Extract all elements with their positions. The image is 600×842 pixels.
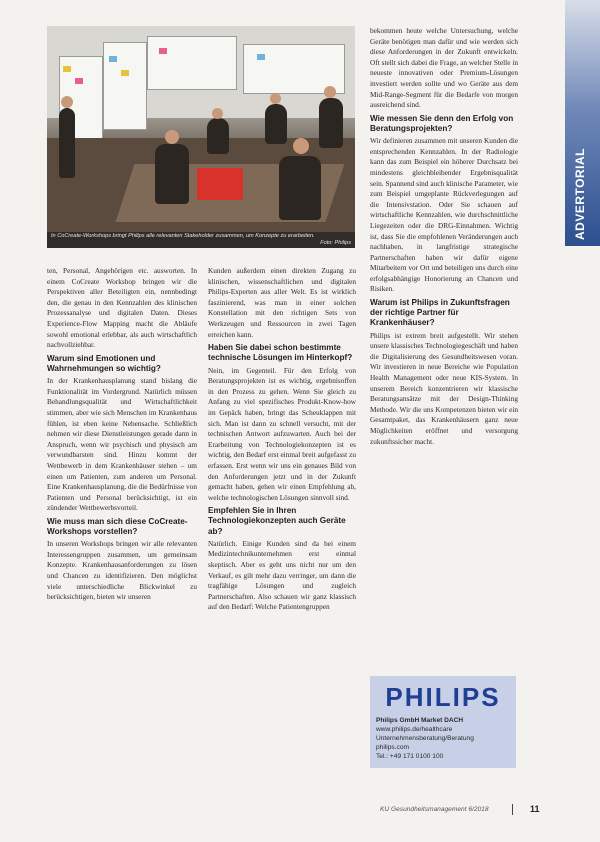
page-number: 11: [530, 804, 540, 814]
photo-person: [279, 156, 321, 220]
photo-person-head: [270, 93, 281, 104]
text-column-1: [47, 266, 197, 603]
photo-person: [265, 104, 287, 144]
photo-sticky-note: [75, 78, 83, 84]
photo-person-head: [324, 86, 336, 98]
department: Unternehmensberatung/Beratung: [376, 735, 474, 742]
paragraph: Nein, im Gegenteil. Für den Erfolg von Beratungsprojekten ist es wichtig, ergebnisoffen in den Prozess zu gehen. Wenn Sie gleich zu Anfang zu viel spezifisches Produkt-Know-how im Gepäck haben, bringt das Scheuklappen mit sich. Man ist dann zu schnell versucht, mit der technischen Antwort aufzuwarten. Auch bei der Erarbeitung von Technologiekonzepten ist es wichtig, den Bedarf erst einmal breit aufgefasst zu erfassen. Erst wenn wir uns ein genaues Bild von den Anforderungen jetzt und in der Zukunft gemacht haben, gehen wir einen Empfehlung ab, welche technologischen Lösungen sinnvoll sind.: [208, 365, 356, 502]
photo-person: [59, 108, 75, 178]
footer-divider: [512, 804, 513, 815]
subheading: Wie muss man sich diese CoCreate-Workshops vorstellen?: [47, 516, 188, 537]
philips-contact-info: [376, 716, 512, 761]
page-footer: [380, 804, 545, 816]
photo-caption: [47, 232, 355, 248]
text-column-2: [208, 266, 356, 613]
photo-sticky-note: [109, 56, 117, 62]
workshop-photo: [47, 26, 355, 232]
advertorial-label: ADVERTORIAL: [573, 148, 587, 240]
photo-person: [207, 118, 229, 154]
paragraph: Philips ist extrem breit aufgestellt. Wir stehen unsere klassisches Technologiegeschäft und haben die Digitalisierung des Gesundheitswesen voran. Wir investieren in neue Bereiche wie Population Health Management oder neue KIS-System. In unserem Bereich konzentrieren wir klassische Beratungsansätze mit der Design-Thinking Methode. Wir die uns Kompetenzen bieten wir ein Gesamtpaket, das Krankenhäusern ganz neue Möglichkeiten eröffnet und versorgung zukunftssicher macht.: [370, 330, 518, 446]
photo-sticky-note: [63, 66, 71, 72]
subheading: Wie messen Sie denn den Erfolg von Beratungsprojekten?: [370, 113, 514, 133]
photo-person: [319, 98, 343, 148]
photo-sticky-note: [257, 54, 265, 60]
photo-person-head: [165, 130, 179, 144]
company-name: Philips GmbH Market DACH: [376, 717, 464, 724]
phone-number: Tel.: +49 171 0100 100: [376, 753, 444, 760]
photo-person-head: [293, 138, 309, 154]
philips-contact-box: [370, 676, 516, 768]
footer-source: KU Gesundheitsmanagement 6/2018: [380, 806, 489, 813]
email-link[interactable]: philips.com: [376, 744, 409, 751]
photo-red-object: [197, 168, 243, 200]
advertorial-tab: [565, 0, 600, 246]
paragraph: In der Krankenhausplanung stand bislang die Funktionalität im Vordergrund. Natürlich müssen Behandlungsqualität und Wirtschaftlichkeit stimmen, aber wie sich Menschen im Krankenhaus fühlen, ist eben keine Nebensache. Schließlich nehmen wir diese Dienstleistungen gerade dann in Anspruch, wenn wir psychisch und physisch am verwundbarsten sind. Hinzu kommt der Wettbewerb in dem Krankenhäuser stehen – um einen um Patienten, zum anderen um Personal. Eine Krankenhausplanung, die die Bedürfnisse von Patienten und Personal berücksichtigt, ist ein zündender Wettbewerbsvorteil.: [47, 376, 197, 513]
subheading: Empfehlen Sie in Ihren Technologiekonzepten auch Geräte ab?: [208, 506, 346, 536]
photo-person-head: [212, 108, 223, 119]
paragraph: bekommen heute welche Untersuchung, welche Geräte benötigen man dafür und wie werden sich diese Anforderungen in der Zukunft entwickeln. Oft stellt sich dabei die Frage, an welcher Stelle in neueste innovativen oder Premium-Lösungen investiert werden sollte und wo Geräte aus dem Mid-Range-Segment für die Bedarfe von morgen ausreichend sind.: [370, 26, 518, 110]
paragraph: Kunden außerdem einen direkten Zugang zu klinischen, wissenschaftlichen und digitalen Philips-Experten aus aller Welt. Es ist wirklich faszinierend, was man in einer solchen Konstellation mit den richtigen Sets von Werkzeugen und Ressourcen in zwei Tagen erreichen kann.: [208, 266, 356, 339]
photo-whiteboard: [147, 36, 237, 90]
paragraph: In unseren Workshops bringen wir alle relevanten Interessengruppen zusammen, um gemeinsam Konzepte. Krankenhausanforderungen zu lösen und Chancen zu identifizieren. Den möglichst viele unterschiedliche Blickwinkel zu berücksichtigen, bieten wir unseren: [47, 539, 197, 602]
paragraph: Wir definieren zusammen mit unseren Kunden die entsprechenden Kennzahlen. In der Radiologie kann das zum Beispiel ein höherer Durchsatz bei mindestens gleichbleibender Ergebnisqualität sein. Spannend sind auch klinische Parameter, wie zum Beispiel umgeplante Rückverlegungen auf die Intensivstation. Oder Sie schauen auf wirtschaftliche Kennzahlen, wie durchschnittliche Liegezeiten oder die DRG-Einnahmen. Wichtig ist, dass Sie die empfohlenen Veränderungen auch nachhaben, in langfristige strategische Partnerschaften haben wir dafür eigene Mitarbeitern vor Ort und beteiligen uns durch eine erfolgsabhängige Honorierung an Chancen und Risiken.: [370, 136, 518, 294]
subheading: Haben Sie dabei schon bestimmte technische Lösungen im Hinterkopf?: [208, 343, 353, 363]
photo-caption-text: In CoCreate-Workshops bringt Philips alle relevanten Stakeholder zusammen, um Konzepte zu erarbeiten.: [51, 233, 315, 239]
photo-sticky-note: [159, 48, 167, 54]
paragraph: ten, Personal, Angehörigen etc. ausworten. In einem CoCreate Workshop bringen wir die Perspektiven aller Beteiligten ein, nennbedingt den, die genau in den Kennzahlen des klinischen Prozessanalyse und digitalen Daten. Dieses Experience-Flow Mapping macht die Abläufe sowohl emotional erlebbar, als auch wirtschaftlich nachvollziehbar.: [47, 266, 197, 350]
website-link[interactable]: www.philips.de/healthcare: [376, 726, 453, 733]
subheading: Warum sind Emotionen und Wahrnehmungen so wichtig?: [47, 353, 161, 373]
text-column-3: [370, 26, 518, 447]
photo-person: [155, 144, 189, 204]
photo-credit: Foto: Philips: [320, 240, 351, 246]
paragraph: Natürlich. Einige Kunden sind da bei einem Medizintechnikunternehmen erst einmal skeptisch. Aber es geht uns nicht nur um den Verkauf, es gilt mehr dazu verringer, um dann die tragfähige Lösungen und zugleich Partnerschaften. Also schauen wir ganz klassisch auf den Bedarf: Welche Patientengruppen: [208, 538, 356, 612]
photo-person-head: [61, 96, 73, 108]
philips-logo: PHILIPS: [385, 682, 501, 712]
photo-sticky-note: [121, 70, 129, 76]
subheading: Warum ist Philips in Zukunftsfragen der richtige Partner für Krankenhäuser?: [370, 298, 510, 328]
